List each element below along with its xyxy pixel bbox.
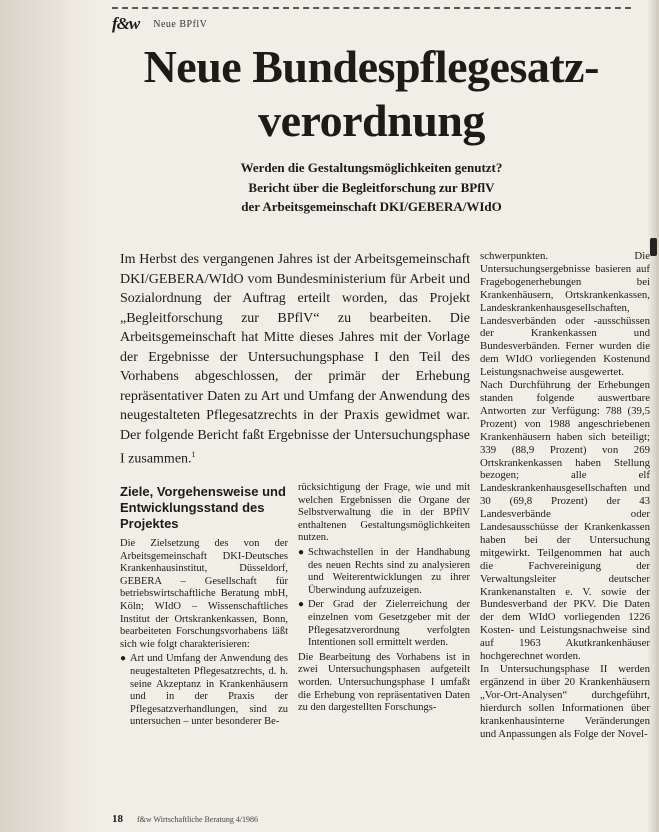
bullet-icon: ● bbox=[120, 653, 127, 665]
page-number: 18 bbox=[112, 813, 123, 825]
right-col-para-1: schwerpunkten. Die Untersuchungsergebnisse basieren auf Fragebogenerhebungen bei Krankenhäusern, Ortskrankenkassen, Landeskrankenhausgesellschaften, Landesverbänden oder -ausschüssen der Krankenkassen und Bundesverbänden. Ferner wurden die dem WIdO vorliegenden Kostenund Leistungsnachweise ausgewertet. bbox=[480, 250, 650, 379]
footnote-ref: 1 bbox=[191, 450, 196, 459]
deck-line-2: der Arbeitsgemeinschaft DKI/GEBERA/WIdO bbox=[241, 199, 502, 214]
bullet-icon: ● bbox=[298, 546, 305, 558]
section-heading: Ziele, Vorgehensweise und Entwicklungsstand des Projektes bbox=[120, 484, 286, 531]
section-label: Neue BPflV bbox=[153, 18, 208, 30]
list-item bbox=[298, 547, 470, 597]
journal-citation: f&w Wirtschaftliche Beratung 4/1986 bbox=[137, 815, 259, 824]
article-title: Neue Bundespflegesatzverordnung bbox=[143, 41, 600, 146]
header-rule bbox=[112, 7, 631, 9]
page-footer bbox=[112, 813, 258, 825]
list-item-text: Der Grad der Zielerreichung der einzelnen vom Gesetzgeber mit der Pflegesatzverordnung verfolgten Intentionen soll ermittelt werden. bbox=[308, 599, 470, 649]
running-header bbox=[112, 14, 207, 34]
list-item bbox=[298, 599, 470, 649]
right-col-para-3: In Untersuchungsphase II werden ergänzend in über 20 Krankenhäusern „Vor-Ort-Analysen“ durchgeführt, hierdurch sollen Informationen über krankenhausinterne Veränderungen und Anpassungen als Folge der Novel- bbox=[480, 663, 650, 740]
left-col-para: Die Zielsetzung des von der Arbeitsgemeinschaft DKI-Deutsches Krankenhausinstitut, Düsseldorf, GEBERA – Gesellschaft für betriebswirtschaftliche Beratung mbH, Köln; WIdO – Wissenschaftliches Institut der Ortskrankenkassen, Bonn, bearbeiteten Forschungsvorhabens läßt sich wie folgt charakterisieren: bbox=[120, 538, 288, 650]
left-column bbox=[120, 538, 288, 731]
list-item-text: Art und Umfang der Anwendung des neugestalteten Pflegesatzrechts, d. h. seine Akzeptanz in Krankenhäusern und in der Praxis der Pflegesatzverhandlungen, sind zu untersuchen – unter besonderer Be- bbox=[130, 653, 288, 728]
intro-text: Im Herbst des vergangenen Jahres ist der Arbeitsgemeinschaft DKI/GEBERA/WIdO vom Bundesministerium für Arbeit und Sozialordnung der Auftrag erteilt worden, das Projekt „Begleitforschung zur BPflV“ zu bearbeiten. Die Arbeitsgemeinschaft hat Mitte dieses Jahres mit der Vorlage der Ergebnisse der Untersuchungsphase I den Teil des Vorhabens abgeschlossen, der primär der Erhebung repräsentativer Daten zu Art und Umfang der Anwendung des neugestalteten Pflegesatzrechts in der Praxis gewidmet war. Der folgende Bericht faßt Ergebnisse der Untersuchungsphase I zusammen. bbox=[120, 252, 470, 467]
article-subtitle: Werden die Gestaltungsmöglichkeiten genutzt? bbox=[240, 160, 503, 175]
list-item bbox=[120, 653, 288, 729]
article-deck bbox=[112, 178, 631, 216]
bullet-icon: ● bbox=[298, 599, 305, 611]
page-tab-marker bbox=[650, 238, 657, 256]
list-item-text: Schwachstellen in der Handhabung des neuen Rechts sind zu analysieren und Weiterentwicklungen zu ihrer Überwindung aufzuzeigen. bbox=[308, 546, 470, 596]
intro-paragraph bbox=[120, 250, 470, 469]
page-shadow bbox=[0, 0, 100, 832]
right-col-para-2: Nach Durchführung der Erhebungen standen folgende auswertbare Antworten zur Verfügung: 788 (39,5 Prozent) von 1988 angeschriebenen Krankenhäusern haben sich beteiligt; 339 (88,9 Prozent) von 269 Ortskrankenkassen haben Stellung bezogen; alle elf Landeskrankenhausgesellschaften und 30 (69,8 Prozent) der 43 Landesverbände oder Landesausschüsse der Krankenkassen haben bei der Untersuchung mitgewirkt. Teilgenommen hat auch die Fachvereinigung der Verwaltungsleiter deutscher Krankenanstalten e. V. sowie der Bundesverband der PKV. Die Daten der dem WIdO vorliegenden 1226 Kosten- und Leistungsnachweise sind auf 1963 Akutkrankenhäuser hochgerechnet worden. bbox=[480, 379, 650, 663]
mid-col-para: rücksichtigung der Frage, wie und mit welchen Ergebnissen die Organe der Selbstverwaltung die in der BPflV enthaltenen Gestaltungsmöglichkeiten nutzen. bbox=[298, 482, 470, 544]
middle-column bbox=[298, 482, 470, 715]
mid-col-para-2: Die Bearbeitung des Vorhabens ist in zwei Untersuchungsphasen aufgeteilt worden. Untersuchungsphase I umfaßt die Erhebung von repräsentativen Daten zu den dargestellten Forschungs- bbox=[298, 651, 470, 714]
deck-line-1: Bericht über die Begleitforschung zur BPflV bbox=[248, 180, 495, 195]
journal-logo: f&w bbox=[112, 14, 140, 33]
right-column bbox=[480, 250, 650, 740]
